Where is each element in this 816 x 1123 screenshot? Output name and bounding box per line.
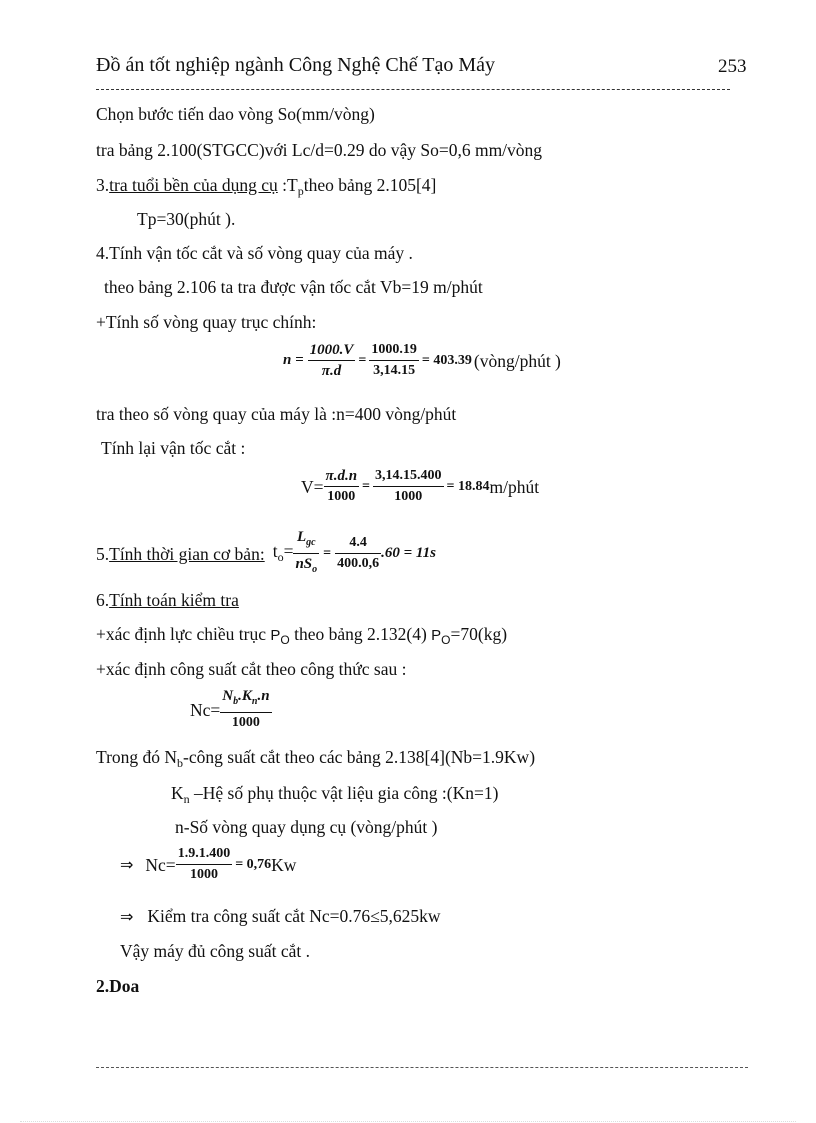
text-line: Chọn bước tiến dao vòng So(mm/vòng) xyxy=(96,104,375,124)
formula-lhs: $t_o=$ xyxy=(272,540,294,564)
fraction xyxy=(335,533,381,574)
text-line: tra theo số vòng quay của máy là :n=400 vòng/phút xyxy=(96,404,457,424)
fraction xyxy=(324,466,360,507)
section-6-line xyxy=(96,589,239,611)
text-line: Tính lại vận tốc cắt : xyxy=(101,438,246,458)
section-number: 5. xyxy=(96,543,110,564)
formula-lhs: Nc= xyxy=(190,699,221,720)
fraction-numerator: 1000.V xyxy=(308,340,356,361)
text-fragment: –Hệ số phụ thuộc vật liệu gia công :(Kn=1) xyxy=(189,783,499,803)
section-3-line xyxy=(96,174,436,202)
fraction xyxy=(220,686,271,733)
fraction-numerator: π.d.n xyxy=(324,466,360,487)
section-number: 3. xyxy=(96,175,110,195)
formula-unit: Kw xyxy=(271,854,297,875)
text-line: tra bảng 2.100(STGCC)với Lc/d=0.29 do vậy So=0,6 mm/vòng xyxy=(96,140,543,160)
section-4-heading: 4.Tính vận tốc cắt và số vòng quay của máy . xyxy=(96,243,413,263)
text-line: +Tính số vòng quay trục chính: xyxy=(96,312,317,332)
implies-icon: ⇒ xyxy=(120,907,134,926)
section-heading: Tính toán kiểm tra xyxy=(109,590,239,610)
formula-cutting-power-result xyxy=(120,844,296,892)
fraction xyxy=(293,527,319,580)
fraction-numerator: 3,14.15.400 xyxy=(373,466,444,487)
fraction-numerator: 1000.19 xyxy=(369,340,419,361)
page-edge-divider xyxy=(20,1121,796,1122)
text-line: n-Số vòng quay dụng cụ (vòng/phút ) xyxy=(175,817,438,837)
fraction-numerator: 1.9.1.400 xyxy=(176,844,233,865)
formula-spindle-speed xyxy=(283,340,561,390)
fraction-denominator: $nS_o$ xyxy=(295,556,318,575)
footer-divider xyxy=(96,1067,748,1068)
formula-lhs: Nc= xyxy=(145,854,176,875)
subscript: p xyxy=(297,184,304,198)
formula-lhs: n = xyxy=(283,352,304,368)
text-line xyxy=(96,746,535,774)
fraction-denominator: 1000 xyxy=(189,867,218,882)
formula-unit: (vòng/phút ) xyxy=(473,350,561,371)
fraction xyxy=(176,844,233,885)
text-line: theo bảng 2.106 ta tra được vận tốc cắt Vb=19 m/phút xyxy=(104,277,483,297)
text-line: +xác định công suất cắt theo công thức sau : xyxy=(96,659,407,679)
fraction-denominator: π.d xyxy=(321,363,342,379)
formula-result: = 0,76 xyxy=(235,856,272,872)
header-title: Đồ án tốt nghiệp ngành Công Nghệ Chế Tạo Máy xyxy=(96,54,496,76)
subscript: n xyxy=(183,792,190,806)
formula-result: = 18.84 xyxy=(446,478,490,494)
section-5-line xyxy=(96,527,436,575)
fraction-numerator: $N_b.K_n.n$ xyxy=(220,686,271,713)
fraction-denominator: 1000 xyxy=(327,489,356,504)
fraction xyxy=(308,340,356,381)
text-fragment: K xyxy=(171,783,184,803)
fraction-denominator: 1000 xyxy=(394,489,423,504)
equals-sign: = xyxy=(358,352,367,368)
fraction-numerator: 4.4 xyxy=(335,533,381,554)
text-line: Tp=30(phút ). xyxy=(137,209,236,229)
text-fragment: theo bảng 2.105[4] xyxy=(303,175,437,195)
fraction-denominator: 1000 xyxy=(231,715,260,730)
formula-cutting-power xyxy=(190,686,272,734)
implies-icon: ⇒ xyxy=(120,855,134,874)
text-fragment: +xác định lực chiều trục xyxy=(96,624,271,644)
text-fragment: -công suất cắt theo các bảng 2.138[4](Nb=1.9Kw) xyxy=(183,747,536,767)
fraction-numerator: $L_{gc}$ xyxy=(293,527,319,554)
symbol-p: P xyxy=(270,627,281,644)
fraction-denominator: 3,14.15 xyxy=(373,363,416,378)
subscript: O xyxy=(280,633,290,647)
section-heading: tra tuổi bền của dụng cụ xyxy=(109,175,278,195)
formula-result: = 403.39 xyxy=(421,352,472,368)
formula-unit: m/phút xyxy=(489,476,540,497)
formula-result: .60 = 11s xyxy=(381,545,436,561)
fraction xyxy=(373,466,444,507)
fraction-denominator: 400.0,6 xyxy=(337,556,380,571)
equals-sign: = xyxy=(362,478,371,494)
section-heading-doa: 2.Doa xyxy=(96,976,140,996)
text-line xyxy=(96,623,507,651)
subscript: b xyxy=(177,756,184,770)
section-heading: Tính thời gian cơ bản: xyxy=(109,543,265,564)
equals-sign: = xyxy=(323,545,332,561)
text-fragment: theo bảng 2.132(4) xyxy=(289,624,432,644)
subscript: O xyxy=(441,633,451,647)
section-number: 6. xyxy=(96,590,110,610)
formula-lhs: V= xyxy=(301,476,324,497)
text-fragment: Kiểm tra công suất cắt Nc=0.76≤5,625kw xyxy=(147,906,441,926)
text-line xyxy=(120,905,441,928)
text-line xyxy=(171,782,498,810)
text-line: Vậy máy đủ công suất cắt . xyxy=(120,941,311,961)
text-fragment: =70(kg) xyxy=(450,624,508,644)
page-number: 253 xyxy=(718,56,747,77)
symbol-p: P xyxy=(431,627,442,644)
text-fragment: Trong đó N xyxy=(96,747,178,767)
formula-cutting-speed xyxy=(301,466,539,516)
header-divider xyxy=(96,89,730,90)
fraction xyxy=(369,340,419,381)
text-fragment: :T xyxy=(277,175,298,195)
